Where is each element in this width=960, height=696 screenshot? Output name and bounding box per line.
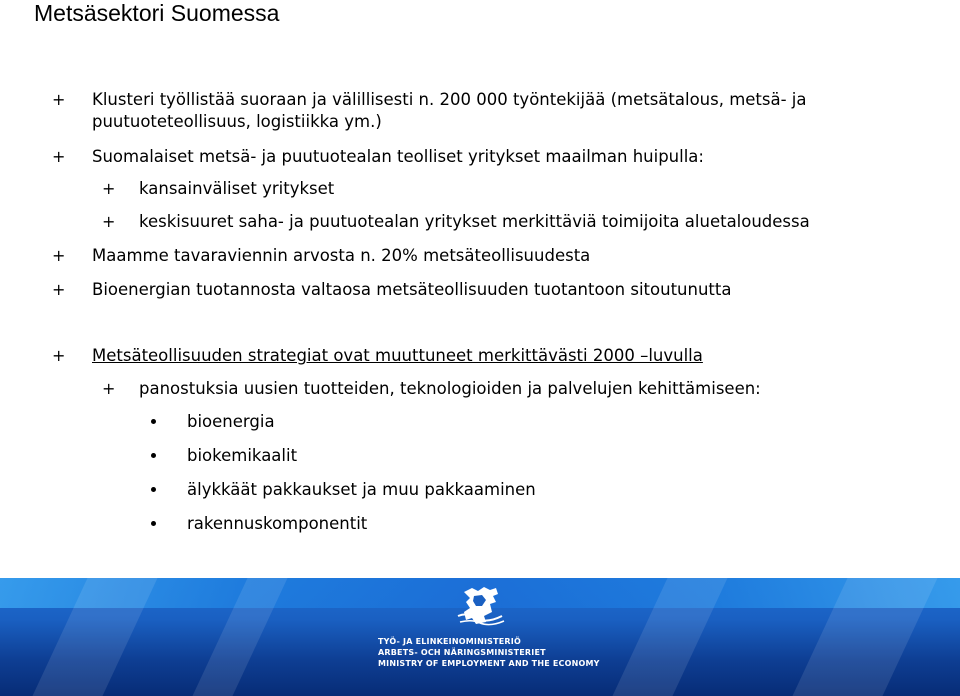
ministry-name-fi: TYÖ- JA ELINKEINOMINISTERIÖ [378,637,521,646]
dot-bullet-icon [151,487,156,492]
bullet-text: Maamme tavaraviennin arvosta n. 20% metsäteollisuudesta [92,246,591,265]
dot-bullet-icon [151,453,156,458]
sub-bullet-plus-icon: + [102,179,116,198]
bullet-plus-icon: + [52,147,66,166]
ministry-name-en: MINISTRY OF EMPLOYMENT AND THE ECONOMY [378,659,600,668]
third-level-text: älykkäät pakkaukset ja muu pakkaaminen [187,480,536,499]
finnish-lion-emblem-icon [446,582,516,628]
bullet-plus-icon: + [52,90,66,109]
third-level-text: rakennuskomponentit [187,514,368,533]
third-level-text: bioenergia [187,412,275,431]
sub-bullet-text: panostuksia uusien tuotteiden, teknologioiden ja palvelujen kehittämiseen: [139,379,761,398]
bullet-plus-icon: + [52,246,66,265]
bullet-text-continued: puutuoteteollisuus, logistiikka ym.) [92,112,382,131]
dot-bullet-icon [151,419,156,424]
dot-bullet-icon [151,521,156,526]
bullet-text-underlined: Metsäteollisuuden strategiat ovat muuttuneet merkittävästi 2000 –luvulla [92,346,703,365]
bullet-plus-icon: + [52,346,66,365]
bullet-plus-icon: + [52,280,66,299]
ministry-name-sv: ARBETS- OCH NÄRINGSMINISTERIET [378,648,546,657]
sub-bullet-text: kansainväliset yritykset [139,179,335,198]
slide-title: Metsäsektori Suomessa [34,0,280,26]
sub-bullet-text: keskisuuret saha- ja puutuotealan yritykset merkittäviä toimijoita aluetaloudessa [139,212,810,231]
bullet-text: Bioenergian tuotannosta valtaosa metsäteollisuuden tuotantoon sitoutunutta [92,280,732,299]
third-level-text: biokemikaalit [187,446,298,465]
bullet-text: Klusteri työllistää suoraan ja välillisesti n. 200 000 työntekijää (metsätalous, metsä- ja [92,90,807,109]
sub-bullet-plus-icon: + [102,379,116,398]
sub-bullet-plus-icon: + [102,212,116,231]
bullet-text: Suomalaiset metsä- ja puutuotealan teolliset yritykset maailman huipulla: [92,147,704,166]
